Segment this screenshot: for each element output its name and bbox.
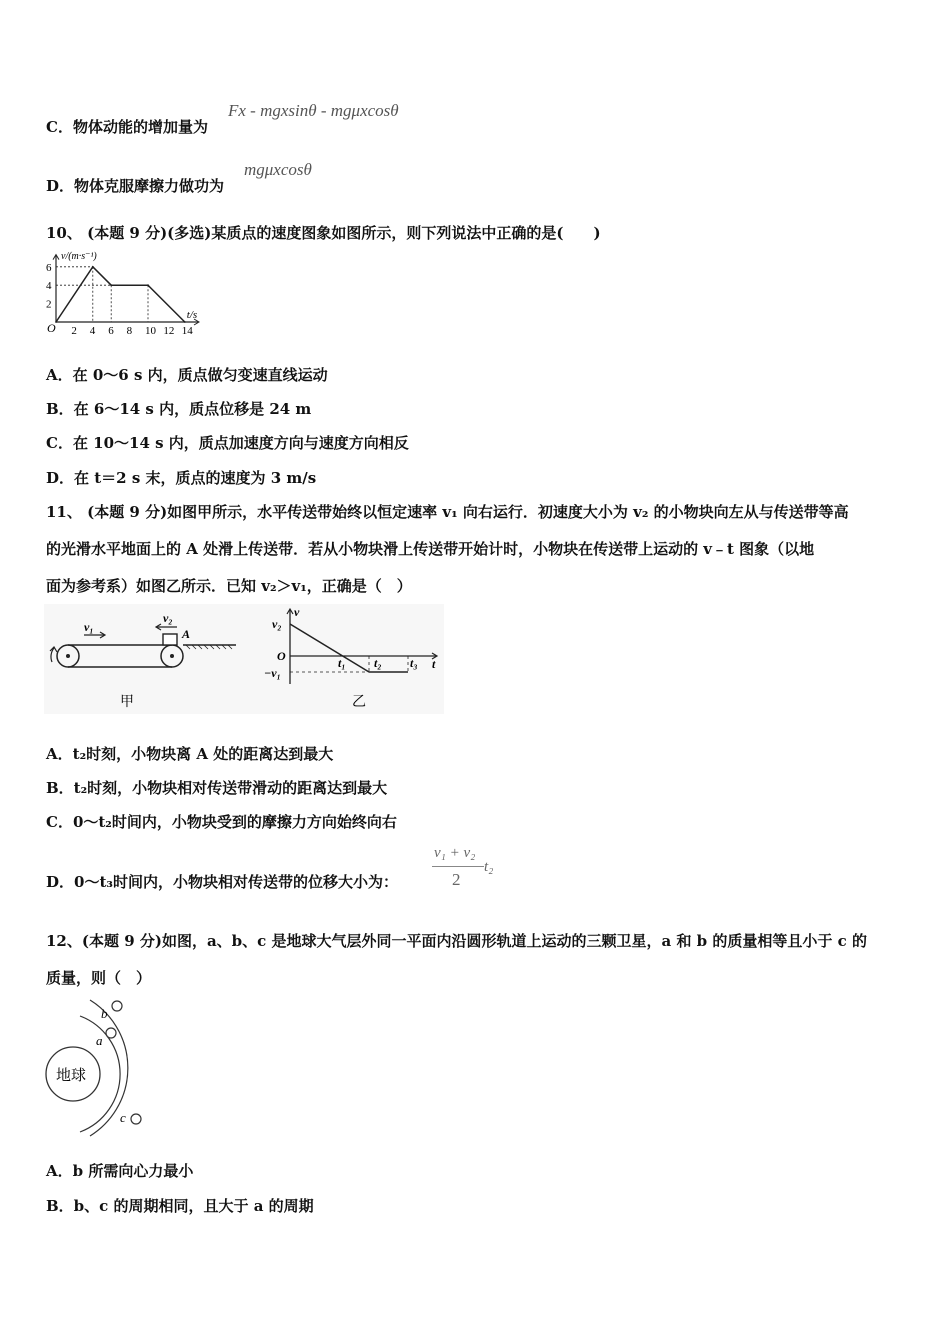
y-tick-label: 4 [46,280,52,293]
q11-stem-line2: 的光滑水平地面上的 A 处滑上传送带．若从小物块滑上传送带开始计时，小物块在传送带上运动的 v﹣t 图象（以地 [46,540,815,558]
label-jia: 甲 [120,695,134,710]
label-yi: 乙 [352,695,366,710]
y-axis-label: v/(m·s⁻¹) [61,251,97,262]
axis-label-t3: t₃ [410,656,418,670]
q9-option-d [46,175,224,196]
data-point [147,284,149,286]
data-point [184,321,186,323]
q11-stem-line3: 面为参考系）如图乙所示．已知 v₂＞v₁，正确是（ ） [46,577,412,595]
q10-velocity-chart [44,250,214,342]
fraction-denominator: 2 [452,870,461,889]
x-tick-label: 14 [181,325,193,337]
q9-option-d-formula: mgμxcosθ [244,160,312,179]
q11-option-b: B．t₂时刻，小物块相对传送带滑动的距离达到最大 [46,779,388,797]
fraction-bar [432,866,484,867]
x-axis-label: t/s [186,309,198,321]
y-tick-label: 6 [46,261,52,274]
satellite-b [112,1001,122,1011]
q12-orbit-figure [40,996,170,1146]
vt-graph [264,605,437,710]
q12-option-b: B．b、c 的周期相同，且大于 a 的周期 [46,1197,314,1215]
x-tick-label: 12 [163,325,175,337]
x-tick-label: 4 [89,325,96,337]
q11-option-d-fraction [428,845,508,891]
velocity-series-line [56,267,185,322]
q11-option-c: C．0～t₂时间内，小物块受到的摩擦力方向始终向右 [46,813,397,831]
label-a: A [182,627,191,641]
q12-stem-line1: 12、(本题 9 分)如图，a、b、c 是地球大气层外同一平面内沿圆形轨道上运动的三颗卫星，a 和 b 的质量相等且小于 c 的 [46,932,867,950]
q11-figure [44,604,444,714]
vt-line-decel [290,624,369,672]
label-a: a [96,1033,103,1048]
label-v1: v₁ [84,620,94,634]
x-tick-label: 6 [108,325,114,337]
x-tick-label: 2 [71,325,77,337]
earth-label: 地球 [56,1068,87,1084]
axis-label-t: t [432,657,436,671]
x-tick-label: 8 [126,325,133,337]
axis-label-neg-v1: −v₁ [264,666,281,680]
axis-label-t1: t₁ [338,656,346,670]
q10-option-b: B．在 6～14 s 内，质点位移是 24 m [46,400,312,418]
small-block [163,634,177,645]
q10-option-c: C．在 10～14 s 内，质点加速度方向与速度方向相反 [46,434,409,452]
label-c: c [120,1110,126,1125]
q9-option-c-text: C．物体动能的增加量为 [46,118,208,136]
q10-option-d: D．在 t＝2 s 末，质点的速度为 3 m/s [46,469,317,487]
q11-option-d: D．0～t₃时间内，小物块相对传送带的位移大小为： [46,873,398,891]
axis-label-v: v [294,605,300,619]
q10-stem: 10、 (本题 9 分)(多选)某质点的速度图象如图所示，则下列说法中正确的是( ) [46,224,601,242]
y-tick-label: 2 [46,298,52,311]
satellite-c [131,1114,141,1124]
axis-label-o: O [277,649,286,663]
conveyor-belt-diagram [50,611,236,710]
label-b: b [101,1006,108,1021]
q9-option-d-text: D．物体克服摩擦力做功为 [46,177,225,195]
satellite-a [106,1028,116,1038]
q12-option-a: A．b 所需向心力最小 [46,1162,194,1180]
axis-label-t2: t₂ [374,656,382,670]
axis-label-v2: v₂ [272,617,282,631]
fraction-numerator: v₁ + v₂ [434,845,476,861]
q12-stem-line2: 质量，则（ ） [46,969,152,987]
fraction-tail: t₂ [484,859,494,875]
data-point [92,266,94,268]
q9-option-c-formula: Fx - mgxsinθ - mgμxcosθ [228,101,399,120]
q11-option-a: A．t₂时刻，小物块离 A 处的距离达到最大 [46,745,334,763]
q11-stem-line1: 11、 (本题 9 分)如图甲所示，水平传送带始终以恒定速率 v₁ 向右运行．初速度大小为 v₂ 的小物块向左从与传送带等高 [46,503,849,521]
origin-label: O [47,321,56,335]
label-v2: v₂ [163,611,173,625]
data-point [110,284,112,286]
x-tick-label: 10 [145,325,156,337]
q9-option-c [46,116,208,137]
q10-option-a: A．在 0～6 s 内，质点做匀变速直线运动 [46,366,328,384]
